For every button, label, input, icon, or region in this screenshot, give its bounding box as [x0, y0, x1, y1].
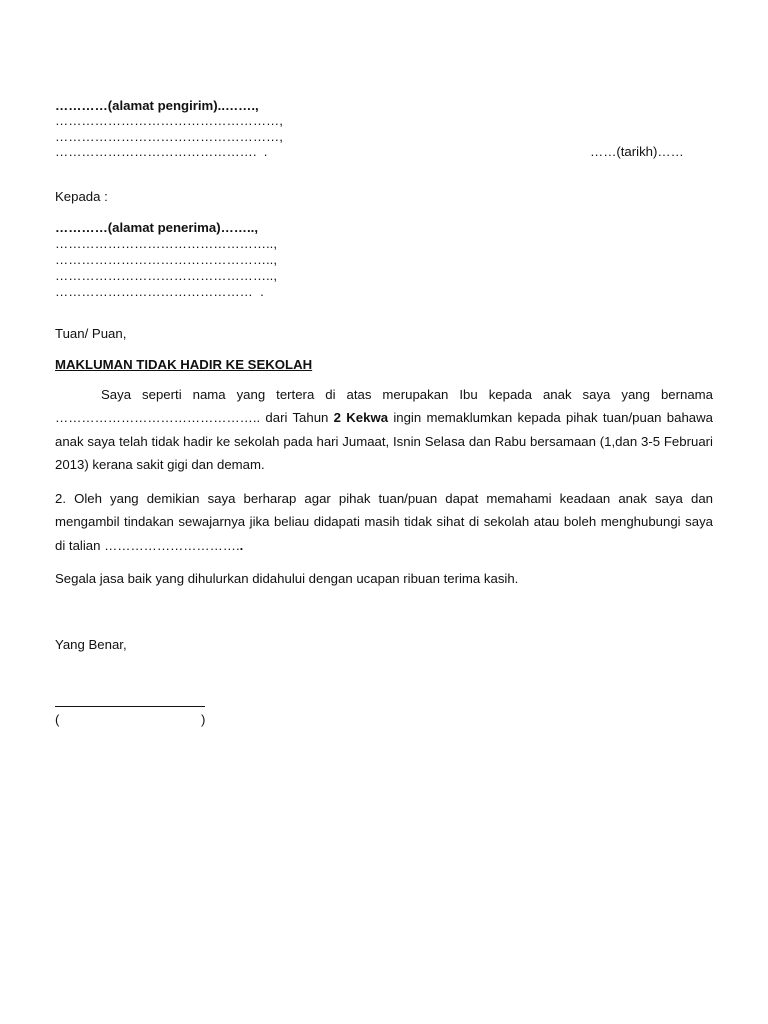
body-paragraph-2 [55, 487, 713, 557]
signature-line [55, 706, 205, 707]
paragraph-1-text-b: ingin memaklumkan kepada pihak tuan/puan bahawa anak saya telah tidak hadir ke sekolah pada hari Jumaat, Isnin Selasa dan Rabu bersamaan (1,dan 3-5 Februari 2013) kerana sakit gigi dan demam. [55, 410, 713, 473]
recipient-address-line-3: ………………………………………….., [55, 268, 277, 283]
salutation: Tuan/ Puan, [55, 326, 127, 341]
class-name: 2 Kekwa [333, 410, 389, 426]
recipient-address-line-2: ………………………………………….., [55, 252, 277, 267]
sender-address-line-2: ……………………………………………, [55, 129, 283, 144]
recipient-address-line-4: ……………………………………… . [55, 284, 264, 299]
recipient-label: Kepada : [55, 189, 108, 204]
signature-name-open-bracket: ( [55, 712, 60, 727]
letter-subject: MAKLUMAN TIDAK HADIR KE SEKOLAH [55, 357, 313, 372]
body-paragraph-1 [55, 383, 713, 477]
signature-name-close-bracket: ) [201, 712, 206, 727]
sender-address-heading: …………(alamat pengirim)..……., [55, 98, 259, 113]
paragraph-2-end-mark: . [239, 537, 244, 553]
sender-address-line-1: ……………………………………………, [55, 113, 283, 128]
closing-sentence: Segala jasa baik yang dihulurkan didahului dengan ucapan ribuan terima kasih. [55, 571, 519, 586]
paragraph-1-text-a: Saya seperti nama yang tertera di atas merupakan Ibu kepada anak saya yang bernama ……………………………………….. dari Tahun [55, 387, 713, 426]
recipient-address-heading: …………(alamat penerima)…….., [55, 220, 258, 235]
date-placeholder: ……(tarikh)…… [590, 144, 684, 159]
sign-off: Yang Benar, [55, 637, 127, 652]
recipient-address-line-1: ………………………………………….., [55, 236, 277, 251]
paragraph-2-text: 2. Oleh yang demikian saya berharap agar pihak tuan/puan dapat memahami keadaan anak saya dan mengambil tindakan sewajarnya jika beliau didapati masih tidak sihat di sekolah atau boleh menghubungi saya di talian …………………………. [55, 491, 713, 553]
sender-address-line-3: ………………………………………. . [55, 144, 268, 159]
